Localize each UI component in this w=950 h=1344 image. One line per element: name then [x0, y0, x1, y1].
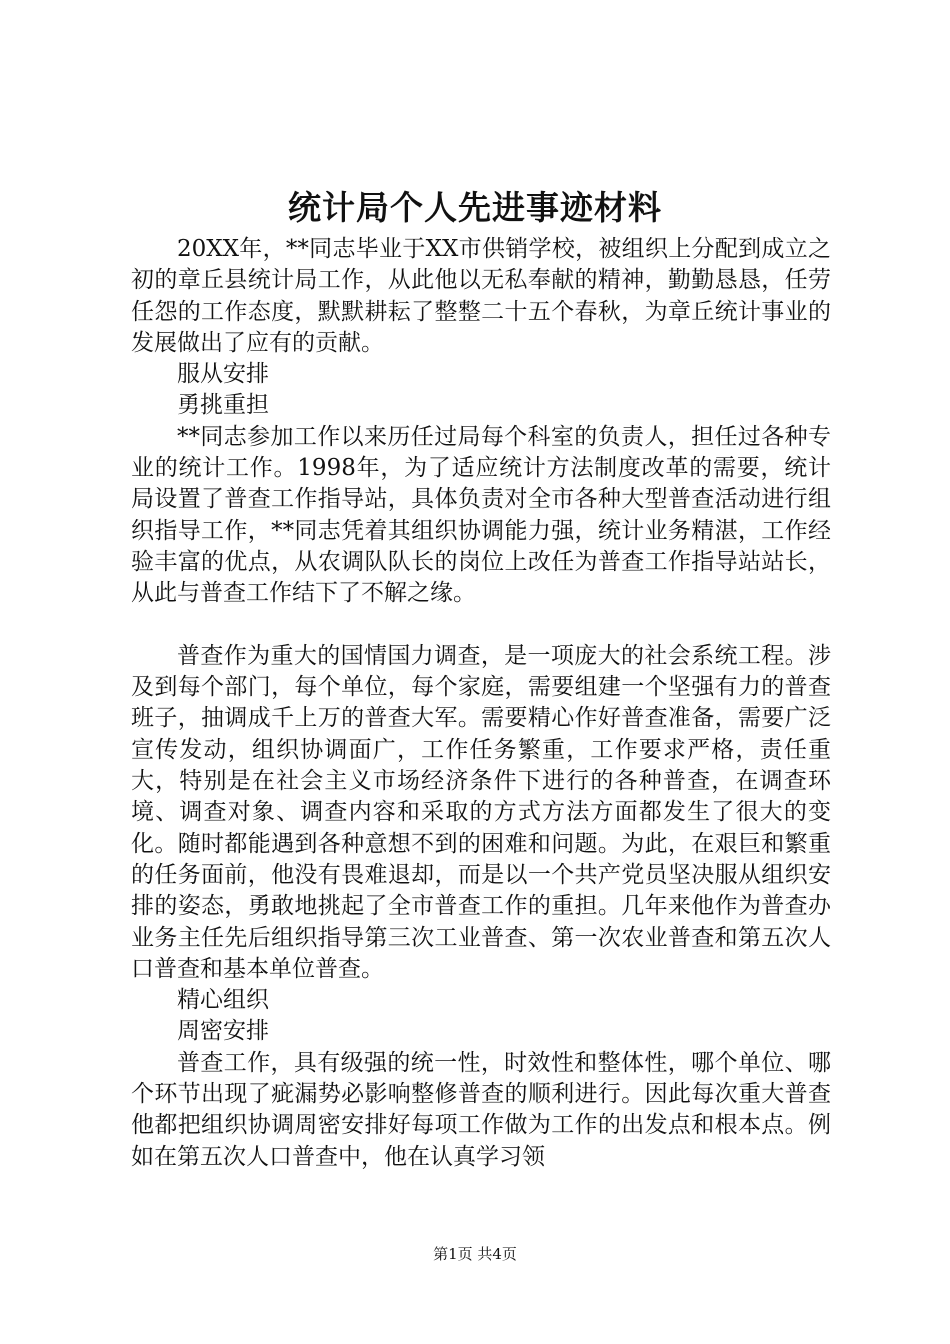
section-heading-organize: 精心组织 — [177, 987, 269, 1014]
paragraph-gap — [131, 610, 831, 641]
section-heading-arrange: 周密安排 — [177, 1018, 269, 1045]
document-body — [131, 234, 831, 1173]
paragraph-intro: 20XX年，**同志毕业于XX市供销学校，被组织上分配到成立之初的章丘县统计局工作，从此他以无私奉献的精神，勤勤恳恳，任劳任怨的工作态度，默默耕耘了整整二十五个春秋，为章丘统计事业的发展做出了应有的贡献。 — [131, 236, 831, 356]
page-number-footer: 第1页 共4页 — [433, 1245, 517, 1263]
paragraph-census-work: 普查工作，具有级强的统一性，时效性和整体性，哪个单位、哪个环节出现了疵漏势必影响整修普查的顺利进行。因此每次重大普查他都把组织协调周密安排好每项工作做为工作的出发点和根本点。例如在第五次人口普查中，他在认真学习领 — [131, 1049, 831, 1170]
section-heading-burden: 勇挑重担 — [177, 392, 269, 419]
document-title: 统计局个人先进事迹材料 — [288, 188, 662, 227]
section-heading-obey: 服从安排 — [177, 361, 269, 388]
paragraph-census: 普查作为重大的国情国力调查，是一项庞大的社会系统工程。涉及到每个部门，每个单位，每个家庭，需要组建一个坚强有力的普查班子，抽调成千上万的普查大军。需要精心作好普查准备，需要广泛宣传发动，组织协调面广，工作任务繁重，工作要求严格，责任重大，特别是在社会主义市场经济条件下进行的各种普查，在调查环境、调查对象、调查内容和采取的方式方法方面都发生了很大的变化。随时都能遇到各种意想不到的困难和问题。为此，在艰巨和繁重的任务面前，他没有畏难退却，而是以一个共产党员坚决服从组织安排的姿态，勇敢地挑起了全市普查工作的重担。几年来他作为普查办业务主任先后组织指导第三次工业普查、第一次农业普查和第五次人口普查和基本单位普查。 — [131, 642, 831, 982]
paragraph-career: **同志参加工作以来历任过局每个科室的负责人，担任过各种专业的统计工作。1998年，为了适应统计方法制度改革的需要，统计局设置了普查工作指导站，具体负责对全市各种大型普查活动进行组织指导工作，**同志凭着其组织协调能力强，统计业务精湛，工作经验丰富的优点，从农调队队长的岗位上改任为普查工作指导站站长，从此与普查工作结下了不解之缘。 — [131, 423, 831, 607]
